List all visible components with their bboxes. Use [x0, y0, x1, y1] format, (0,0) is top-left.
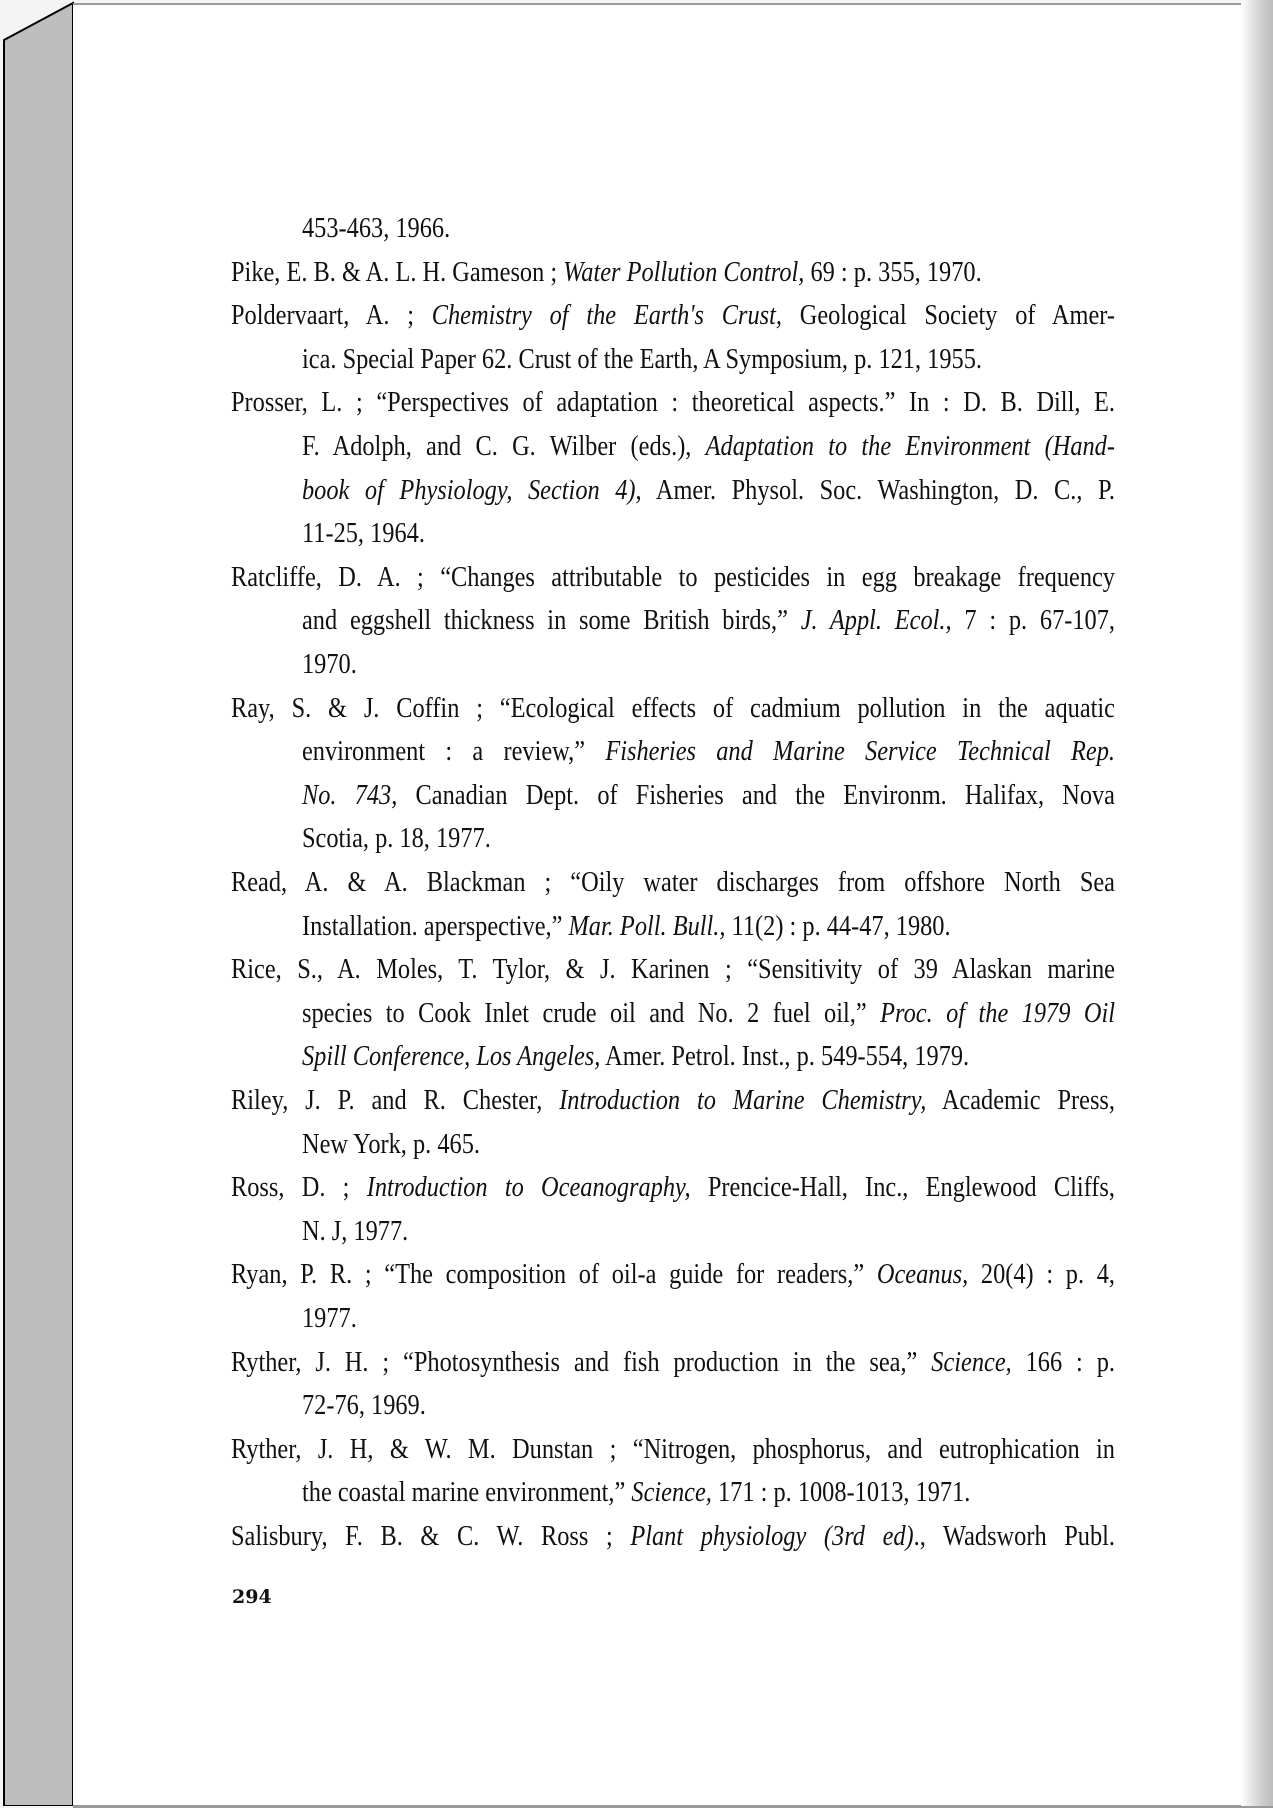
italic-title-text: Chemistry of the Earth's Crust,	[431, 299, 783, 332]
reference-continuation-line	[302, 337, 1115, 381]
reference-text: Read, A. & A. Blackman ; “Oily water discharges from offshore North Sea	[231, 866, 1115, 898]
reference-continuation-line	[302, 598, 1115, 642]
reference-entry-line	[231, 555, 1115, 599]
italic-title-text: Proc. of the 1979 Oil	[880, 996, 1115, 1029]
italic-title-text: Science,	[631, 1476, 712, 1509]
reference-text: F. Adolph, and C. G. Wilber (eds.),	[302, 430, 706, 462]
reference-continuation-line	[302, 1034, 1115, 1078]
italic-title-text: Adaptation to the Environment (Hand-	[705, 430, 1115, 462]
reference-continuation-line	[302, 1122, 1115, 1166]
reference-text: Poldervaart, A. ;	[231, 299, 432, 332]
reference-continuation-line	[302, 1470, 1115, 1514]
reference-text: species to Cook Inlet crude oil and No. 2 fuel oil,”	[302, 996, 881, 1029]
reference-continuation-line	[302, 729, 1115, 773]
reference-text: the coastal marine environment,”	[302, 1476, 632, 1509]
reference-text: ., Wadsworh Publ.	[913, 1520, 1116, 1552]
reference-text: 20(4) : p. 4,	[968, 1258, 1116, 1291]
reference-continuation-line	[302, 904, 1115, 948]
reference-text: 72-76, 1969.	[302, 1389, 426, 1422]
book-spine	[0, 0, 80, 1806]
reference-continuation-line	[302, 511, 1115, 555]
italic-title-text: No. 743,	[302, 778, 398, 811]
reference-entry-line	[231, 1514, 1115, 1558]
reference-continuation-line	[302, 991, 1115, 1035]
reference-entry-line	[231, 1252, 1115, 1296]
reference-continuation-line	[302, 773, 1115, 817]
reference-entry-line	[231, 250, 1115, 294]
reference-continuation-line	[302, 1209, 1115, 1253]
page-number: 294	[232, 1586, 272, 1608]
reference-text: 7 : p. 67-107,	[951, 604, 1116, 637]
reference-entry-line	[231, 1340, 1115, 1384]
italic-title-text: J. Appl. Ecol.,	[800, 604, 952, 637]
reference-text: Scotia, p. 18, 1977.	[302, 822, 491, 855]
reference-text: Amer. Physol. Soc. Washington, D. C., P.	[641, 473, 1115, 506]
reference-text: 1977.	[302, 1302, 357, 1334]
italic-title-text: Introduction to Oceanography,	[366, 1171, 691, 1204]
reference-text: Academic Press,	[926, 1084, 1115, 1116]
reference-text: Geological Society of Amer-	[782, 299, 1115, 332]
reference-entry-line	[231, 686, 1115, 730]
reference-text: ica. Special Paper 62. Crust of the Earth, A Symposium, p. 121, 1955.	[302, 342, 982, 375]
reference-text: 69 : p. 355, 1970.	[804, 255, 982, 288]
reference-text: New York, p. 465.	[302, 1127, 480, 1160]
reference-continuation-line	[302, 642, 1115, 686]
reference-text: Prencice-Hall, Inc., Englewood Cliffs,	[690, 1171, 1115, 1204]
reference-text: Canadian Dept. of Fisheries and the Environm. Halifax, Nova	[397, 778, 1116, 811]
reference-text: N. J, 1977.	[302, 1214, 409, 1247]
reference-text: and eggshell thickness in some British birds,”	[302, 604, 801, 637]
reference-entry-line	[231, 1165, 1115, 1209]
reference-text: 1970.	[302, 648, 357, 680]
italic-title-text: Introduction to Marine Chemistry,	[559, 1084, 927, 1116]
reference-text: 11(2) : p. 44-47, 1980.	[725, 909, 951, 942]
italic-title-text: Fisheries and Marine Service Technical Rep.	[605, 735, 1115, 768]
reference-text: Ratcliffe, D. A. ; “Changes attributable to pesticides in egg breakage frequency	[231, 560, 1115, 593]
reference-entry-line	[231, 1078, 1115, 1122]
reference-entry-line	[231, 947, 1115, 991]
reference-text: environment : a review,”	[302, 735, 606, 768]
reference-text: 453-463, 1966.	[302, 212, 451, 244]
reference-continuation-line	[302, 424, 1115, 468]
italic-title-text: Oceanus,	[876, 1258, 969, 1291]
reference-text: Ryther, J. H, & W. M. Dunstan ; “Nitrogen, phosphorus, and eutrophication in	[231, 1432, 1115, 1465]
reference-continuation-line	[302, 468, 1115, 512]
reference-text: Rice, S., A. Moles, T. Tylor, & J. Karinen ; “Sensitivity of 39 Alaskan marine	[231, 953, 1115, 986]
reference-entry-line	[231, 1427, 1115, 1471]
reference-continuation-line	[302, 816, 1115, 860]
reference-text: Ryther, J. H. ; “Photosynthesis and fish production in the sea,”	[231, 1345, 932, 1378]
reference-text: Pike, E. B. & A. L. H. Gameson ;	[231, 255, 564, 288]
page-shadow	[1241, 0, 1273, 1806]
reference-text: 171 : p. 1008-1013, 1971.	[711, 1476, 971, 1509]
reference-text: Installation. aperspective,”	[302, 909, 569, 942]
reference-text: Amer. Petrol. Inst., p. 549-554, 1979.	[600, 1040, 970, 1073]
reference-text: Ray, S. & J. Coffin ; “Ecological effects of cadmium pollution in the aquatic	[231, 691, 1115, 724]
reference-text: 11-25, 1964.	[302, 517, 425, 550]
reference-text: Riley, J. P. and R. Chester,	[231, 1084, 560, 1116]
italic-title-text: Water Pollution Control,	[563, 255, 805, 288]
reference-text: Prosser, L. ; “Perspectives of adaptation : theoretical aspects.” In : D. B. Dill, E.	[231, 386, 1115, 419]
reference-continuation-line	[302, 1383, 1115, 1427]
reference-continuation-line	[302, 206, 1115, 250]
italic-title-text: book of Physiology, Section 4),	[302, 473, 642, 506]
reference-continuation-line	[302, 1296, 1115, 1340]
reference-entry-line	[231, 293, 1115, 337]
reference-text: Ryan, P. R. ; “The composition of oil-a guide for readers,”	[231, 1258, 877, 1291]
reference-entry-line	[231, 380, 1115, 424]
reference-entry-line	[231, 860, 1115, 904]
reference-text: 166 : p.	[1011, 1345, 1115, 1378]
reference-text: Salisbury, F. B. & C. W. Ross ;	[231, 1520, 631, 1552]
reference-text: Ross, D. ;	[231, 1171, 367, 1204]
italic-title-text: Plant physiology (3rd ed)	[630, 1520, 914, 1552]
italic-title-text: Mar. Poll. Bull.,	[568, 909, 726, 942]
italic-title-text: Spill Conference, Los Angeles,	[302, 1040, 601, 1073]
italic-title-text: Science,	[931, 1345, 1012, 1378]
